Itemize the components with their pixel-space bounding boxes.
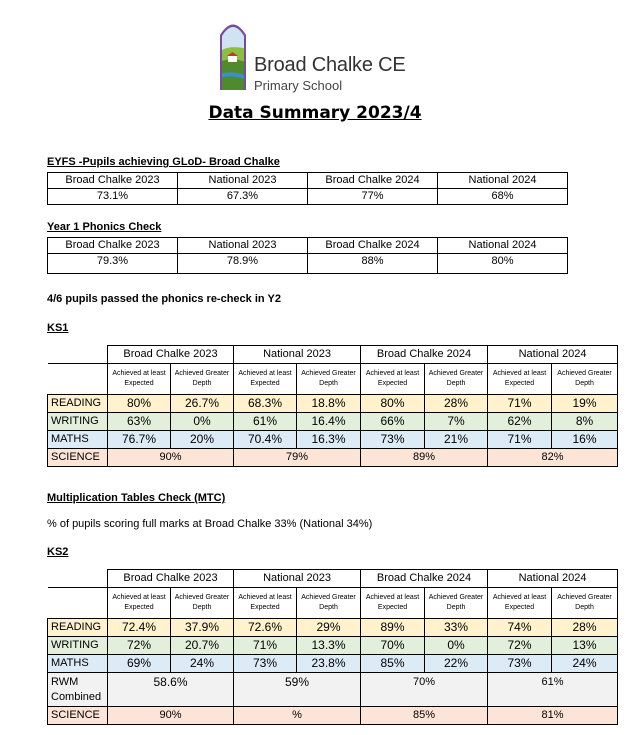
phonics-value-cell: 78.9% [178,254,308,274]
eyfs-header-cell: Broad Chalke 2024 [308,173,438,189]
ks1-cell: 19% [552,395,618,413]
ks2-cell: 72.4% [108,619,171,637]
ks1-subheader-expected: Achieved at least Expected [108,364,171,395]
phonics-header-cell: National 2023 [178,238,308,254]
ks1-science-cell: 82% [488,449,618,467]
ks2-rwm-cell: 58.6% [108,673,234,707]
ks1-cell: 62% [488,413,552,431]
ks1-group-header: Broad Chalke 2023 [108,346,234,364]
ks2-cell: 71% [234,637,297,655]
phonics-header-cell: National 2024 [438,238,568,254]
ks1-cell: 20% [171,431,234,449]
ks1-science-cell: 79% [234,449,361,467]
ks2-cell: 37.9% [171,619,234,637]
eyfs-value-cell: 68% [438,189,568,205]
ks1-cell: 61% [234,413,297,431]
phonics-value-cell: 79.3% [48,254,178,274]
ks1-subheader-expected: Achieved at least Expected [234,364,297,395]
ks2-cell: 74% [488,619,552,637]
ks2-row-rwm [48,673,618,707]
ks2-row-maths [48,655,618,673]
ks2-subheader-expected: Achieved at least Expected [234,588,297,619]
ks1-row-science [48,449,618,467]
ks1-cell: 80% [108,395,171,413]
ks1-cell: 16.3% [297,431,361,449]
ks2-cell: 13% [552,637,618,655]
ks2-subheader-greater: Achieved Greater Depth [171,588,234,619]
ks2-cell: 72% [488,637,552,655]
ks2-group-header: National 2023 [234,570,361,588]
ks1-cell: 0% [171,413,234,431]
ks2-row-reading [48,619,618,637]
ks2-subheader-expected: Achieved at least Expected [108,588,171,619]
ks2-cell: 73% [488,655,552,673]
ks2-cell: 28% [552,619,618,637]
ks1-cell: 71% [488,395,552,413]
ks1-heading: KS1 [47,322,69,334]
ks1-cell: 73% [361,431,425,449]
ks2-subheader-greater: Achieved Greater Depth [552,588,618,619]
eyfs-value-cell: 67.3% [178,189,308,205]
ks1-row-label: SCIENCE [48,449,108,467]
eyfs-table [47,172,568,205]
eyfs-value-cell: 77% [308,189,438,205]
ks1-row-writing [48,413,618,431]
ks1-science-cell: 90% [108,449,234,467]
school-subtitle: Primary School [254,78,343,93]
ks1-group-header: National 2023 [234,346,361,364]
eyfs-header-row [48,173,568,189]
ks1-cell: 80% [361,395,425,413]
ks1-cell: 18.8% [297,395,361,413]
ks2-cell: 33% [425,619,488,637]
ks1-cell: 8% [552,413,618,431]
ks1-row-maths [48,431,618,449]
ks1-cell: 7% [425,413,488,431]
phonics-header-row [48,238,568,254]
ks1-subheader-greater: Achieved Greater Depth [297,364,361,395]
ks1-cell: 68.3% [234,395,297,413]
ks2-cell: 29% [297,619,361,637]
ks2-cell: 0% [425,637,488,655]
ks1-cell: 66% [361,413,425,431]
ks1-subheader-blank [48,364,108,395]
ks2-group-header: National 2024 [488,570,618,588]
eyfs-header-cell: National 2023 [178,173,308,189]
ks1-cell: 71% [488,431,552,449]
ks2-group-header-row [48,570,618,588]
eyfs-header-cell: Broad Chalke 2023 [48,173,178,189]
ks1-group-header-row [48,346,618,364]
ks2-cell: 72% [108,637,171,655]
ks2-row-label: WRITING [48,637,108,655]
phonics-header-cell: Broad Chalke 2023 [48,238,178,254]
ks2-rwm-cell: 70% [361,673,488,707]
phonics-recheck-note: 4/6 pupils passed the phonics re-check in Y2 [47,293,281,305]
ks2-row-label: SCIENCE [48,707,108,725]
ks1-group-header: Broad Chalke 2024 [361,346,488,364]
ks2-science-cell: 81% [488,707,618,725]
ks2-cell: 85% [361,655,425,673]
ks2-group-header: Broad Chalke 2024 [361,570,488,588]
ks1-cell: 16% [552,431,618,449]
ks1-row-label: MATHS [48,431,108,449]
ks2-rwm-cell: 61% [488,673,618,707]
ks2-science-cell: 90% [108,707,234,725]
ks1-corner-cell [48,346,108,364]
ks2-corner-cell [48,570,108,588]
ks2-cell: 24% [171,655,234,673]
phonics-header-cell: Broad Chalke 2024 [308,238,438,254]
eyfs-value-cell: 73.1% [48,189,178,205]
ks2-science-cell: % [234,707,361,725]
ks1-group-header: National 2024 [488,346,618,364]
ks1-table [47,345,618,467]
mtc-text: % of pupils scoring full marks at Broad Chalke 33% (National 34%) [47,518,373,530]
ks2-row-writing [48,637,618,655]
ks1-subheader-greater: Achieved Greater Depth [171,364,234,395]
ks2-subheader-expected: Achieved at least Expected [488,588,552,619]
ks2-heading: KS2 [47,546,69,558]
ks1-row-reading [48,395,618,413]
phonics-value-cell: 88% [308,254,438,274]
eyfs-heading: EYFS -Pupils achieving GLoD- Broad Chalke [47,156,280,168]
ks2-cell: 72.6% [234,619,297,637]
ks1-cell: 63% [108,413,171,431]
phonics-value-row [48,254,568,274]
phonics-value-cell: 80% [438,254,568,274]
ks2-subheader-greater: Achieved Greater Depth [297,588,361,619]
ks1-cell: 76.7% [108,431,171,449]
ks1-row-label: READING [48,395,108,413]
ks2-cell: 89% [361,619,425,637]
phonics-table [47,237,568,274]
ks2-subheader-expected: Achieved at least Expected [361,588,425,619]
ks1-subheader-greater: Achieved Greater Depth [552,364,618,395]
ks1-subheader-greater: Achieved Greater Depth [425,364,488,395]
eyfs-value-row [48,189,568,205]
ks2-science-cell: 85% [361,707,488,725]
ks2-subheader-greater: Achieved Greater Depth [425,588,488,619]
ks2-cell: 70% [361,637,425,655]
ks2-cell: 20.7% [171,637,234,655]
ks1-row-label: WRITING [48,413,108,431]
ks1-cell: 16.4% [297,413,361,431]
ks2-cell: 24% [552,655,618,673]
page-title: Data Summary 2023/4 [208,103,422,123]
ks1-subheader-expected: Achieved at least Expected [488,364,552,395]
phonics-heading: Year 1 Phonics Check [47,221,162,233]
ks1-subheader-expected: Achieved at least Expected [361,364,425,395]
ks1-cell: 26.7% [171,395,234,413]
church-window-logo-icon [219,16,247,90]
ks1-cell: 28% [425,395,488,413]
eyfs-header-cell: National 2024 [438,173,568,189]
ks2-row-label: MATHS [48,655,108,673]
ks1-cell: 70.4% [234,431,297,449]
school-logo [219,16,406,93]
ks2-row-label: RWM Combined [48,673,108,707]
ks2-subheader-row [48,588,618,619]
ks2-table [47,569,618,725]
ks2-cell: 13.3% [297,637,361,655]
ks2-cell: 22% [425,655,488,673]
ks2-group-header: Broad Chalke 2023 [108,570,234,588]
ks2-cell: 23.8% [297,655,361,673]
ks2-subheader-blank [48,588,108,619]
ks1-subheader-row [48,364,618,395]
school-name: Broad Chalke CE [254,54,406,76]
mtc-heading: Multiplication Tables Check (MTC) [47,492,226,504]
ks2-rwm-cell: 59% [234,673,361,707]
ks1-cell: 21% [425,431,488,449]
ks2-row-science [48,707,618,725]
ks1-science-cell: 89% [361,449,488,467]
ks2-row-label: READING [48,619,108,637]
ks2-cell: 73% [234,655,297,673]
ks2-cell: 69% [108,655,171,673]
